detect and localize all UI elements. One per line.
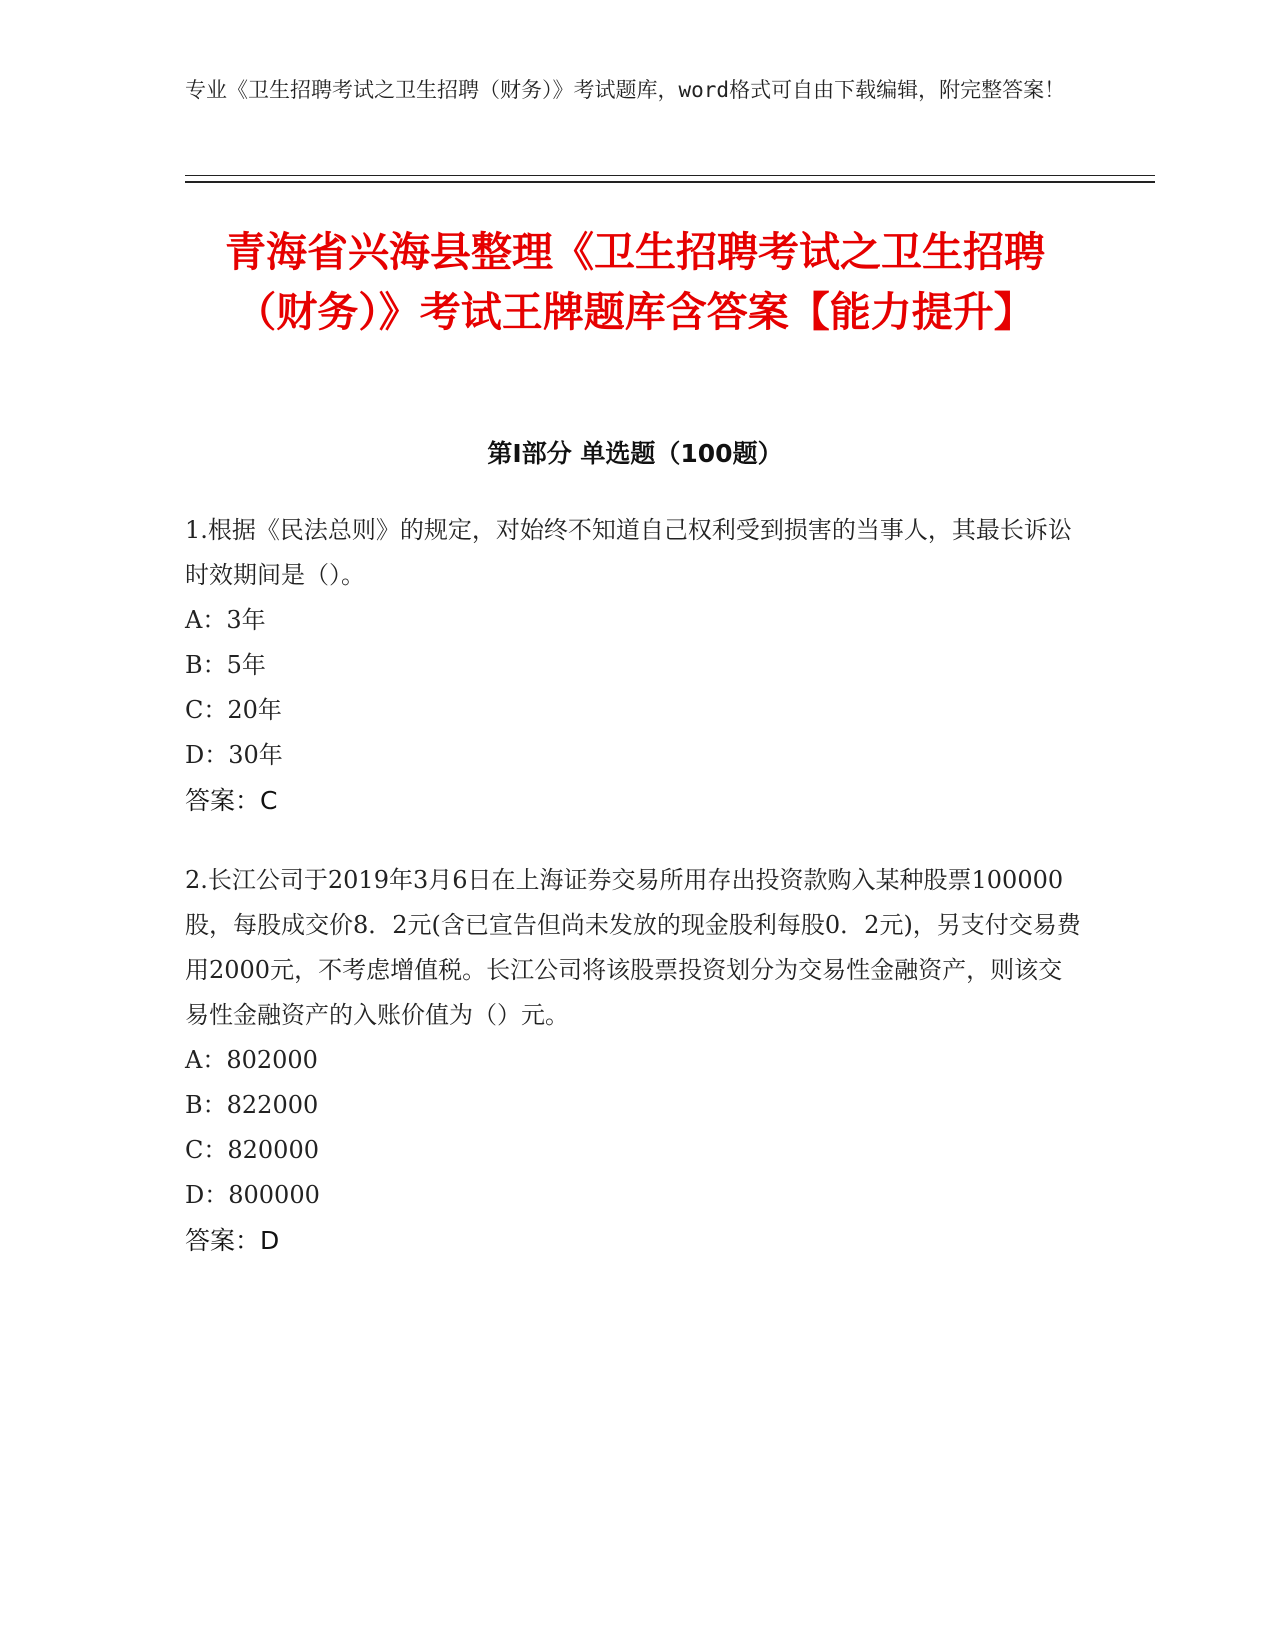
option-b: B：822000 (185, 1091, 319, 1119)
question-stem: 2.长江公司于2019年3月6日在上海证券交易所用存出投资款购入某种股票100000股，每股成交价8．2元(含已宣告但尚未发放的现金股利每股0．2元)，另支付交易费用2000元，不考虑增值税。长江公司将该股票投资划分为交易性金融资产，则该交易性金融资产的入账价值为（）元。 (185, 866, 1081, 1029)
option-b: B：5年 (185, 651, 266, 679)
document-title: 青海省兴海县整理《卫生招聘考试之卫生招聘（财务）》考试王牌题库含答案【能力提升】 (225, 228, 1045, 336)
answer-line: 答案：C (185, 786, 278, 815)
option-a: A：3年 (185, 606, 266, 634)
answer-line: 答案：D (185, 1226, 280, 1255)
header-divider-thick (185, 181, 1155, 183)
option-a: A：802000 (185, 1046, 318, 1074)
option-d: D：30年 (185, 741, 283, 769)
option-c: C：20年 (185, 696, 282, 724)
header-note: 专业《卫生招聘考试之卫生招聘（财务）》考试题库，word格式可自由下载编辑，附完整答案！ (185, 78, 1066, 102)
option-d: D：800000 (185, 1181, 320, 1209)
question-2 (185, 858, 1085, 1263)
question-stem: 1.根据《民法总则》的规定，对始终不知道自己权利受到损害的当事人，其最长诉讼时效期间是（）。 (185, 516, 1072, 589)
header-divider-thin (185, 175, 1155, 176)
section-heading: 第Ⅰ部分 单选题（100题） (487, 439, 783, 468)
question-1 (185, 508, 1085, 823)
option-c: C：820000 (185, 1136, 319, 1164)
